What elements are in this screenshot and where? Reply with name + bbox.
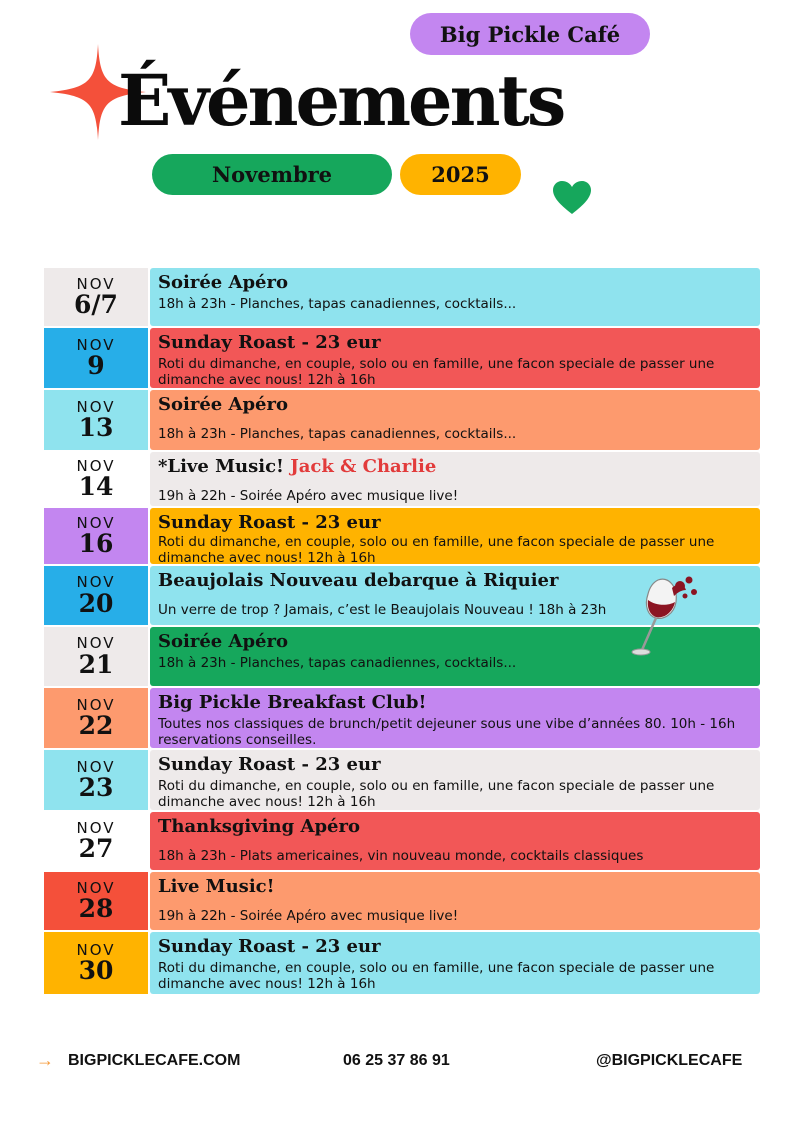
event-date [44,508,148,564]
event-title: Soirée Apéro [158,631,288,652]
year-badge: 2025 [400,154,521,195]
event-description: Un verre de trop ? Jamais, c’est le Beaujolais Nouveau ! 18h à 23h [158,601,607,618]
event-description: Roti du dimanche, en couple, solo ou en famille, une facon speciale de passer une dimanche avec nous! 12h à 16h [158,533,715,564]
date-month: NOV [76,940,116,959]
event-date [44,268,148,326]
event-title: Big Pickle Breakfast Club! [158,692,427,713]
event-description: 18h à 23h - Planches, tapas canadiennes, cocktails... [158,295,517,312]
event-row [44,812,760,870]
date-day: 30 [78,956,114,986]
date-month: NOV [76,397,116,416]
event-description: Toutes nos classiques de brunch/petit dejeuner sous une vibe d’années 80. 10h - 16h reservations conseilles. [158,715,736,748]
event-card [150,750,760,810]
event-row [44,508,760,564]
event-row [44,390,760,450]
event-card [150,328,760,388]
event-card [150,932,760,994]
event-card [150,390,760,450]
date-month: NOV [76,634,116,653]
event-date [44,452,148,506]
footer [0,1050,800,1074]
event-date [44,390,148,450]
date-month: NOV [76,335,116,354]
event-date [44,932,148,994]
event-description: 19h à 22h - Soirée Apéro avec musique live! [158,487,459,504]
event-title: Live Music! [158,876,275,897]
event-title: Soirée Apéro [158,394,288,415]
month-badge: Novembre [152,154,392,195]
event-title-highlight: Jack & Charlie [290,456,437,477]
date-day: 13 [78,413,114,443]
date-month: NOV [76,573,116,592]
date-month: NOV [76,878,116,897]
event-title: Thanksgiving Apéro [158,816,360,837]
page-title: Événements [118,59,564,142]
event-title: Beaujolais Nouveau debarque à Riquier [158,570,559,591]
event-date [44,812,148,870]
website-link[interactable]: BIGPICKLECAFE.COM [68,1052,241,1069]
event-description: 18h à 23h - Planches, tapas canadiennes, cocktails... [158,654,517,671]
event-card [150,508,760,564]
event-description: 19h à 22h - Soirée Apéro avec musique live! [158,907,459,924]
event-date [44,566,148,625]
event-title: Sunday Roast - 23 eur [158,754,381,775]
arrow-right-icon: → [36,1050,54,1070]
brand-badge: Big Pickle Café [410,13,650,55]
event-card [150,688,760,748]
event-description: Roti du dimanche, en couple, solo ou en famille, une facon speciale de passer une dimanche avec nous! 12h à 16h [158,959,715,992]
date-day: 28 [78,894,114,924]
event-description: 18h à 23h - Planches, tapas canadiennes, cocktails... [158,425,517,442]
heart-icon [553,181,591,215]
social-handle[interactable]: @BIGPICKLECAFE [596,1052,743,1069]
event-title: Sunday Roast - 23 eur [158,512,381,533]
date-day: 6/7 [74,290,118,320]
date-month: NOV [76,274,116,293]
event-date [44,688,148,748]
event-date [44,750,148,810]
phone-number[interactable]: 06 25 37 86 91 [343,1052,450,1069]
event-row [44,328,760,388]
event-title-text: *Live Music! [158,456,284,477]
date-month: NOV [76,456,116,475]
event-description: Roti du dimanche, en couple, solo ou en famille, une facon speciale de passer une dimanche avec nous! 12h à 16h [158,355,715,388]
event-row [44,452,760,506]
event-row [44,268,760,326]
event-date [44,627,148,686]
event-title: Sunday Roast - 23 eur [158,332,381,353]
event-row [44,688,760,748]
event-title [158,456,752,478]
date-day: 9 [87,351,105,381]
event-card [150,452,760,506]
date-day: 27 [78,834,114,864]
date-day: 21 [78,649,114,679]
event-row [44,872,760,930]
event-description: Roti du dimanche, en couple, solo ou en famille, une facon speciale de passer une dimanche avec nous! 12h à 16h [158,777,715,810]
date-day: 16 [78,529,114,559]
event-title: Sunday Roast - 23 eur [158,936,381,957]
date-month: NOV [76,513,116,532]
date-month: NOV [76,695,116,714]
event-card [150,872,760,930]
event-title: Soirée Apéro [158,272,288,293]
event-row [44,932,760,994]
event-row [44,750,760,810]
date-month: NOV [76,757,116,776]
date-day: 22 [78,711,114,741]
date-month: NOV [76,818,116,837]
wine-glass-icon [628,572,704,660]
event-card [150,812,760,870]
event-date [44,328,148,388]
event-description: 18h à 23h - Plats americaines, vin nouveau monde, cocktails classiques [158,847,644,864]
date-day: 14 [78,472,114,502]
event-card [150,268,760,326]
event-date [44,872,148,930]
date-day: 23 [78,773,114,803]
date-day: 20 [78,588,114,618]
